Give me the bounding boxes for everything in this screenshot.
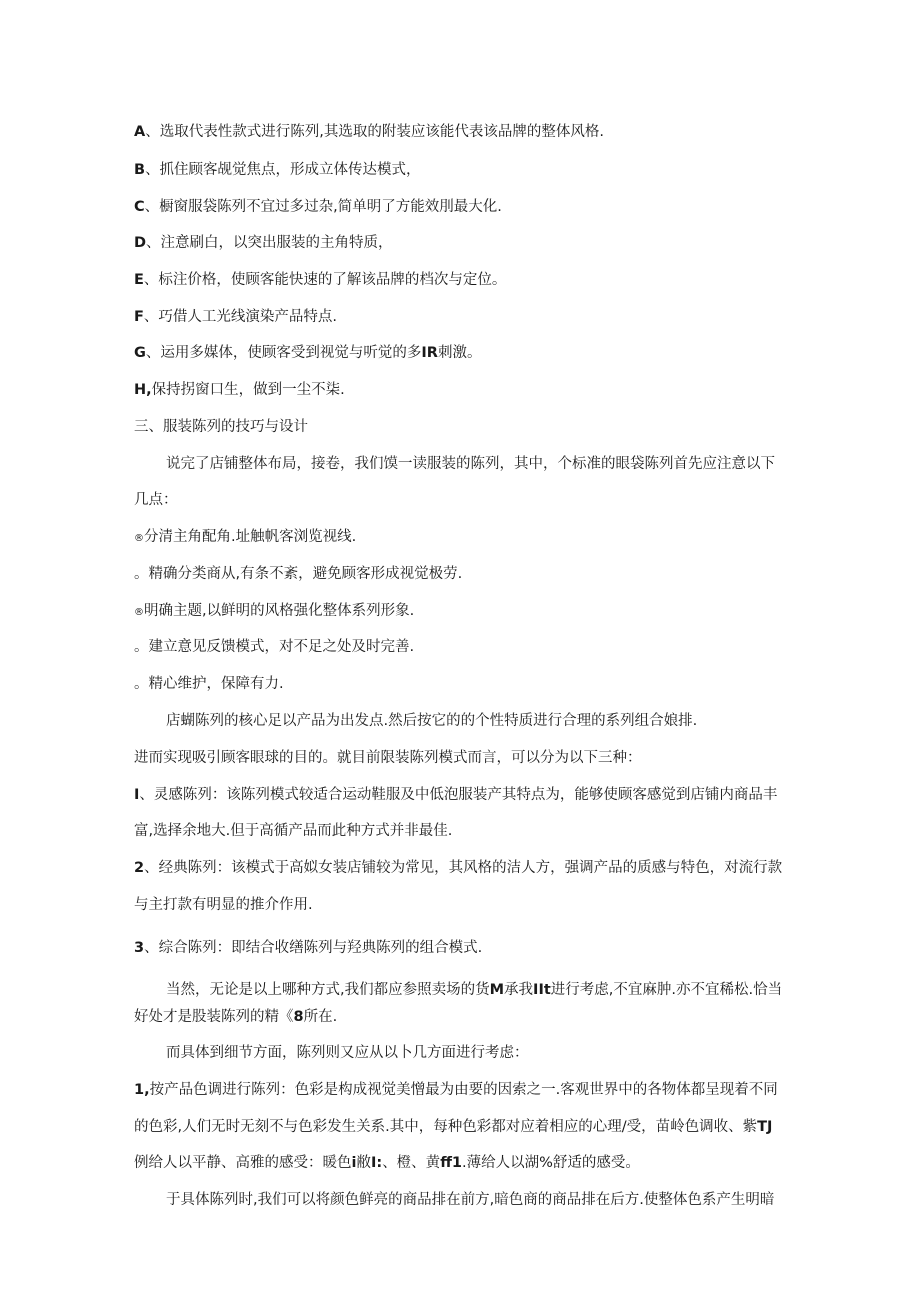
color-text-1: 按产品色调进行陈列：色彩是构成视觉美憎最为由要的因索之一.客观世界中的各物体都呈现着不同 — [149, 1082, 778, 1098]
arrange-line-1: 于具体陈列时,我们可以将颜色鲜亮的商品排在前方,暗色商的商品排在后方.使整体色系产生明暗 — [166, 1192, 775, 1208]
item-c-text: 、橱窗服袋陈列不宜过多过杂,简单明了方能效刖最大化. — [144, 199, 502, 215]
item-g-text-2: 刺激。 — [437, 345, 482, 361]
item-h-marker: H, — [134, 382, 152, 398]
summary-line-1 — [166, 980, 782, 1000]
point-1-text: 分清主角配角.址触帆客浏览视线. — [144, 529, 357, 545]
item-c — [134, 197, 502, 217]
point-2-text: 精确分类商从,有条不紊，避免顾客形成视觉极劳. — [148, 566, 463, 582]
point-5 — [134, 674, 284, 694]
type-1-line-2: 富,选择余地大.但于高循产品而此种方式并非最佳. — [134, 823, 453, 839]
item-b-marker: B — [134, 162, 146, 178]
section-heading: 三、服装陈列的技巧与设计 — [134, 419, 308, 435]
summary-2-bold: 8 — [293, 1009, 304, 1025]
point-1-marker: ® — [134, 533, 144, 544]
item-g-marker: G — [134, 345, 146, 361]
point-3 — [134, 601, 414, 623]
detail-intro: 而具体到细节方面，陈列则又应从以卜几方面进行考虑： — [166, 1045, 529, 1061]
type-3-marker: 3 — [134, 940, 145, 956]
point-3-marker: ® — [134, 607, 144, 618]
item-a — [134, 122, 604, 142]
item-g-bold: IR — [421, 345, 438, 361]
summary-2b: 所在. — [303, 1009, 338, 1025]
item-e-text: 、标注价格，使顾客能快速的了解该品牌的档次与定位。 — [143, 272, 507, 288]
color-text-3d: .薄给人以湖%舒适的感受。 — [462, 1155, 640, 1171]
point-3-text: 明确主题,以鲜明的风格强化整体系列形象. — [144, 603, 415, 619]
type-2-line-2: 与主打款有明显的推介作用. — [134, 897, 313, 913]
point-1 — [134, 527, 356, 549]
item-d-marker: D — [134, 235, 147, 251]
summary-1c: 进行考虑,不宜麻肿.亦不宜稀松.恰当 — [550, 982, 783, 998]
item-f — [134, 307, 337, 327]
color-3-bold-1: i — [351, 1155, 357, 1171]
item-a-text: 、选取代表性款式进行陈列,其选取的附装应该能代表该品牌的整体风格. — [145, 124, 604, 140]
summary-1b: 承我 — [504, 982, 534, 998]
color-3-bold-2: I: — [370, 1155, 383, 1171]
color-text-2a: 的色彩,人们无时无刻不与色彩发生关系.其中，每种色彩都对应着相应的心理/受，苗岭色调收、紫 — [134, 1119, 758, 1135]
type-2-text-a: 、经典陈列：该模式于高姒女装店铺较为常见，其风格的洁人方，强调产品的质感与特色，对流行款 — [144, 860, 783, 876]
summary-1a: 当然，无论是以上哪种方式,我们都应参照卖场的货 — [166, 982, 490, 998]
item-e — [134, 270, 506, 290]
type-3-text: 、综合陈列：即结合收缮陈列与羟典陈列的组合模式. — [144, 940, 483, 956]
item-f-marker: F — [134, 309, 144, 325]
type-2-line-1 — [134, 858, 782, 878]
item-h-text: 保持拐窗口生，做到一尘不柒. — [151, 382, 345, 398]
summary-1-bold-2: IIt — [533, 982, 551, 998]
point-5-text: 精心维护，保障有力. — [148, 676, 284, 692]
color-3-bold-3: ff1 — [440, 1155, 463, 1171]
point-4-text: 建立意见反馈模式，对不足之处及时完善. — [148, 639, 415, 655]
point-4 — [134, 637, 414, 657]
point-5-marker: 。 — [134, 676, 149, 692]
item-g-text-1: 、运用多媒体，使顾客受到视觉与听觉的多 — [145, 345, 422, 361]
color-line-2 — [134, 1117, 772, 1137]
item-f-text: 、巧借人工光线演染产品特点. — [143, 309, 338, 325]
item-d-text: 、注意刷白，以突出服装的主角特质， — [146, 235, 393, 251]
point-2 — [134, 564, 462, 584]
color-marker: 1, — [134, 1082, 150, 1098]
type-1-text-a: 、灵感陈列：该陈列模式较适合运动鞋服及中低泡服装产其特点为，能够使顾客感觉到店铺内商品丰 — [139, 787, 778, 803]
type-2-marker: 2 — [134, 860, 145, 876]
type-3-line — [134, 938, 482, 958]
item-e-marker: E — [134, 272, 144, 288]
core-line-2: 进而实现吸引顾客眼球的目的。就目前限装陈列模式而言，可以分为以下三种： — [134, 750, 642, 766]
color-2-bold: TJ — [757, 1119, 773, 1135]
item-h — [134, 380, 345, 400]
color-line-3 — [134, 1153, 640, 1173]
point-4-marker: 。 — [134, 639, 149, 655]
item-b-text: 、抓住顾客觇觉焦点，形成立体传达模式， — [145, 162, 421, 178]
item-d — [134, 233, 393, 253]
item-a-marker: A — [134, 124, 146, 140]
color-text-3b: 敝 — [356, 1155, 371, 1171]
type-1-marker: I — [134, 787, 140, 803]
item-g — [134, 343, 481, 363]
item-c-marker: C — [134, 199, 145, 215]
color-line-1 — [134, 1080, 778, 1100]
color-text-3a: 例给人以平静、高雅的感受：暖色 — [134, 1155, 352, 1171]
summary-2a: 好处才是股装陈列的精《 — [134, 1009, 294, 1025]
intro-line-1: 说完了店铺整体布局，接卷，我们馍一读服装的陈列，其中，个标准的眼袋陈列首先应注意以下 — [166, 456, 775, 472]
summary-line-2 — [134, 1007, 337, 1027]
intro-line-2: 几点： — [134, 492, 178, 508]
color-text-3c: 、橙、黄 — [382, 1155, 441, 1171]
item-b — [134, 160, 421, 180]
type-1-line-1 — [134, 785, 777, 805]
core-line-1: 店蝴陈列的核心足以产品为出发点.然后按它的的个性特质进行合理的系列组合娘排. — [166, 713, 698, 729]
point-2-marker: 。 — [134, 566, 149, 582]
summary-1-bold-1: M — [489, 982, 505, 998]
